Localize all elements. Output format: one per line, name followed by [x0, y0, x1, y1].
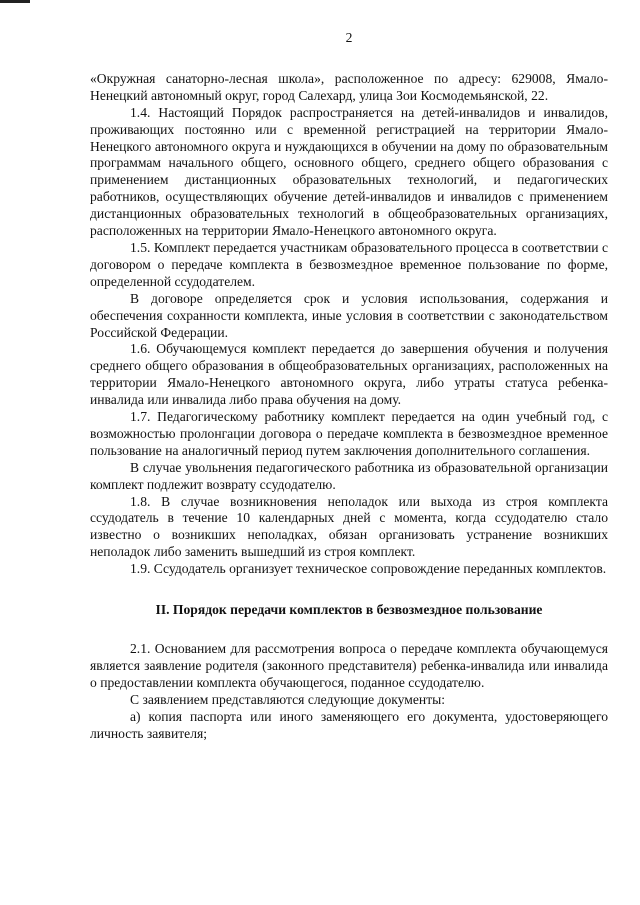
- paragraph-1-4: 1.4. Настоящий Порядок распространяется на детей-инвалидов и инвалидов, проживающих постоянно или с временной регистрацией на территории Ямало-Ненецкого автономного округа и нуждающихся в обучении на дому по образовательным программам начального общего, основного общего, среднего общего образования с применением дистанционных образовательных технологий, и педагогических работников, осуществляющих обучение детей-инвалидов и инвалидов с применением дистанционных образовательных технологий в общеобразовательных организациях, расположенных на территории Ямало-Ненецкого автономного округа.: [90, 104, 608, 239]
- page-number: 2: [345, 30, 353, 45]
- paragraph-1-7: 1.7. Педагогическому работнику комплект передается на один учебный год, с возможностью пролонгации договора о передаче комплекта в безвозмездное временное пользование на аналогичный период путем заключения дополнительного соглашения.: [90, 409, 608, 458]
- paragraph: В договоре определяется срок и условия использования, содержания и обеспечения сохранности комплекта, иные условия в соответствии с законодательством Российской Федерации.: [90, 290, 608, 340]
- paragraph-1-5: 1.5. Комплект передается участникам образовательного процесса в соответствии с договором о передаче комплекта в безвозмездное временное пользование по форме, определенной ссудодателем.: [90, 239, 608, 289]
- paragraph: В случае увольнения педагогического работника из образовательной организации комплект подлежит возврату ссудодателю.: [90, 459, 608, 492]
- section-heading: II. Порядок передачи комплектов в безвозмездное пользование: [155, 602, 543, 618]
- paragraph-1-8: 1.8. В случае возникновения неполадок или выхода из строя комплекта ссудодатель в течение 10 календарных дней с момента, когда ссудодателю стало известно о возникших неполадках, обязан организовать устранение возникших неполадок либо заменить вышедший из строя комплект.: [90, 493, 608, 560]
- paragraph: «Окружная санаторно-лесная школа», расположенное по адресу: 629008, Ямало-Ненецкий автономный округ, город Салехард, улица Зои Космодемьянской, 22.: [90, 70, 608, 103]
- paragraph-1-9: 1.9. Ссудодатель организует техническое сопровождение переданных комплектов.: [130, 561, 607, 577]
- section-1-body: [90, 71, 608, 578]
- section-2-body: [90, 641, 608, 742]
- document-page: [90, 30, 608, 742]
- paragraph: С заявлением представляются следующие документы:: [130, 691, 446, 707]
- paragraph-2-1: 2.1. Основанием для рассмотрения вопроса о передаче комплекта обучающемуся является заявление родителя (законного представителя) ребенка-инвалида или инвалида о предоставлении комплекта обучающегося, поданное ссудодателю.: [90, 641, 608, 690]
- scan-corner-mark: [0, 0, 30, 3]
- paragraph-list-item-a: а) копия паспорта или иного заменяющего его документа, удостоверяющего личность заявителя;: [90, 708, 608, 741]
- paragraph-1-6: 1.6. Обучающемуся комплект передается до завершения обучения и получения среднего общего образования в общеобразовательных организациях, расположенных на территории Ямало-Ненецкого автономного округа, либо утраты статуса ребенка-инвалида или инвалида либо права обучения на дому.: [90, 341, 608, 408]
